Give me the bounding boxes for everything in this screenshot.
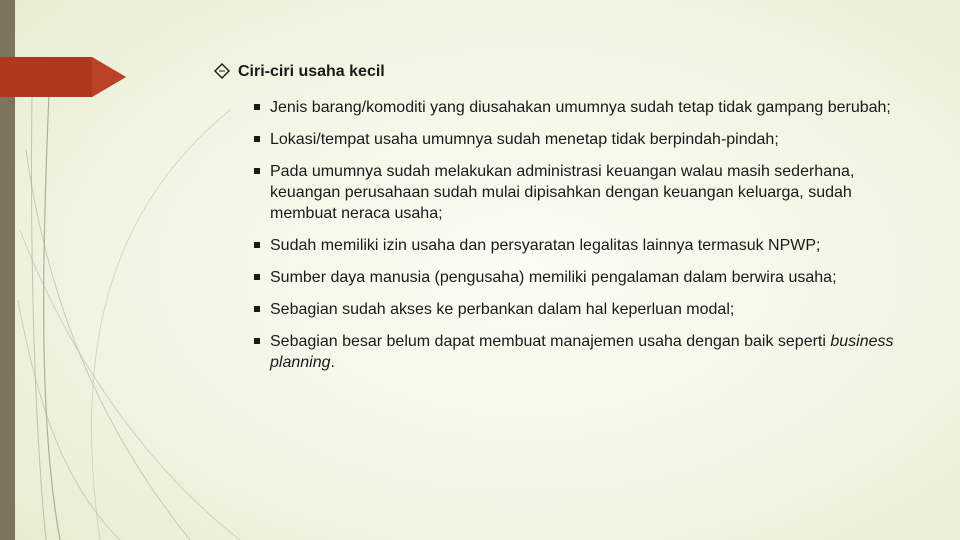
list-item-text: Pada umumnya sudah melakukan administrasi keuangan walau masih sederhana, keuangan perusahaan sudah mulai dipisahkan dengan keuangan keluarga, sudah membuat neraca usaha; — [270, 163, 855, 222]
list-item — [254, 235, 914, 256]
list-item-text: Sebagian besar belum dapat membuat manajemen usaha dengan baik seperti — [270, 333, 831, 350]
square-bullet-icon — [254, 274, 260, 280]
square-bullet-icon — [254, 168, 260, 174]
list-item-italic-text: business planning — [270, 333, 894, 371]
list-item-text: Jenis barang/komoditi yang diusahakan umumnya sudah tetap tidak gampang berubah; — [270, 99, 891, 116]
list-item — [254, 161, 914, 224]
list-item-text: Sebagian sudah akses ke perbankan dalam hal keperluan modal; — [270, 301, 735, 318]
list-item — [254, 299, 914, 320]
square-bullet-icon — [254, 306, 260, 312]
list-item — [254, 267, 914, 288]
slide-content — [214, 63, 914, 384]
heading-text: Ciri-ciri usaha kecil — [238, 63, 385, 80]
square-bullet-icon — [254, 136, 260, 142]
list-item — [254, 331, 914, 373]
list-item-text: Sumber daya manusia (pengusaha) memiliki pengalaman dalam berwira usaha; — [270, 269, 837, 286]
square-bullet-icon — [254, 242, 260, 248]
diamond-outline-icon — [214, 63, 230, 79]
square-bullet-icon — [254, 104, 260, 110]
list-item-tail-text: . — [330, 354, 335, 371]
list-item — [254, 97, 914, 118]
list-item-text: Sudah memiliki izin usaha dan persyaratan legalitas lainnya termasuk NPWP; — [270, 237, 821, 254]
list-item — [254, 129, 914, 150]
bullet-list — [214, 97, 914, 373]
slide-heading — [214, 63, 914, 81]
square-bullet-icon — [254, 338, 260, 344]
list-item-text: Lokasi/tempat usaha umumnya sudah menetap tidak berpindah-pindah; — [270, 131, 779, 148]
